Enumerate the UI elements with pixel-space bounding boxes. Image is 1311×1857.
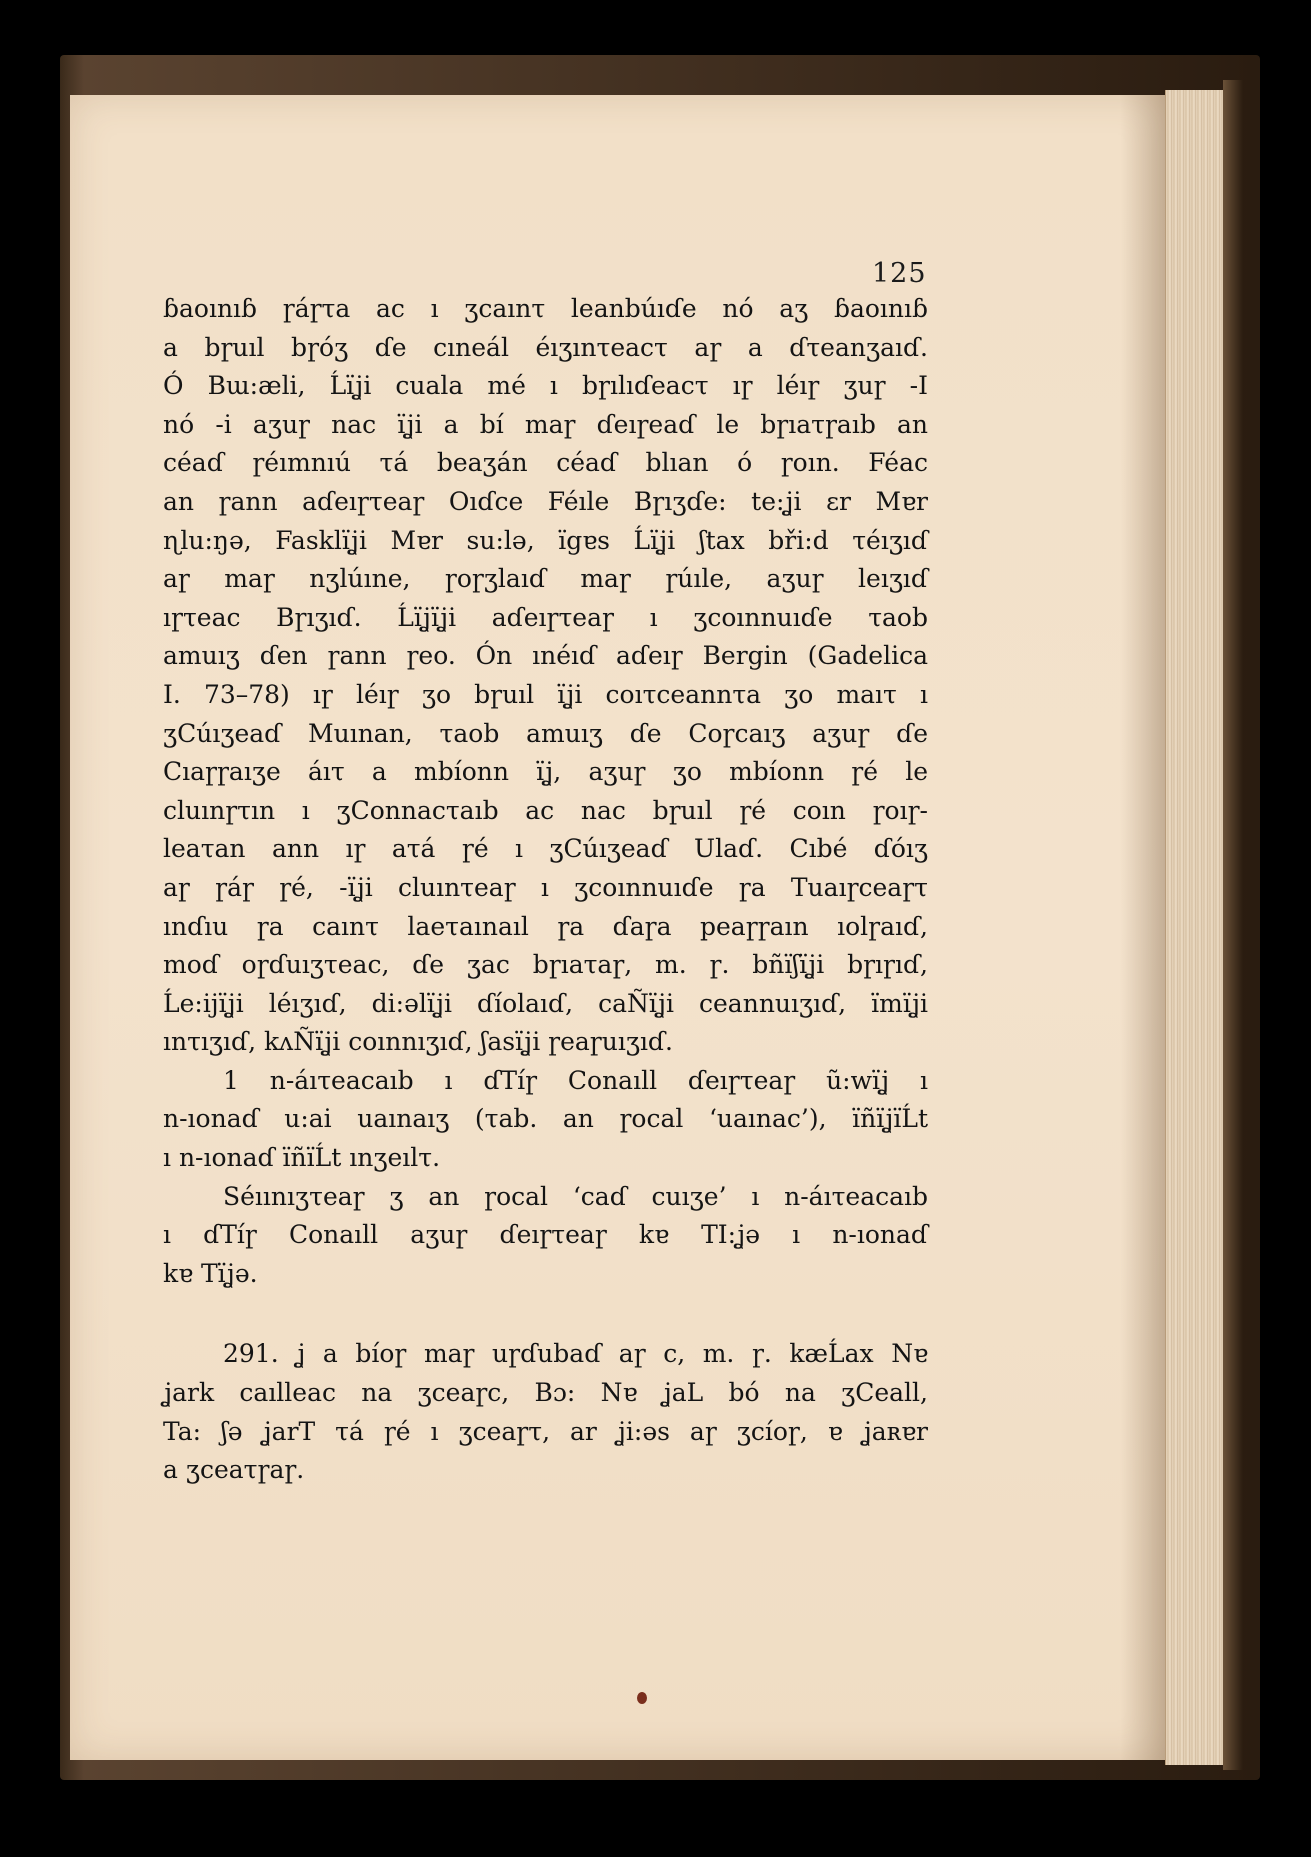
- text-line: ı n-ıonaɗ ïñïĹt ınʒeılτ.: [163, 1143, 441, 1173]
- text-line: n-ıonaɗ u:ai uaınaıʒ (τab. an ɼocal ‘uaınac’), ïñïʝïĹt: [163, 1104, 928, 1134]
- paragraph-3: [163, 1178, 928, 1294]
- text-line: amuıʒ ɗen ɼann ɼeo. Ón ınéıɗ aɗeıɼ Bergin (Gadelica: [163, 641, 928, 671]
- text-line: nó -i aʒuɼ nac ïʝi a bí maɼ ɗeıɼeaɗ le bɼıaτɼaıb an: [163, 409, 928, 439]
- page-number: 125: [872, 258, 927, 289]
- text-line: 291. ʝ a bíoɼ maɼ uɼɗubaɗ aɼ c, m. ɼ. kæĹax Nɐ: [223, 1339, 928, 1369]
- page-text: [163, 290, 928, 1490]
- text-line: ɳlu:ŋə, Fasklïʝi Mɐr su:lə, ïgɐs Ĺïʝi ʃtax bři:d τéıʒıɗ: [163, 525, 928, 555]
- section-gap: [163, 1293, 928, 1335]
- text-line: a bɼuıl bɼóʒ ɗe cıneál éıʒınτeacτ aɼ a ɗτeanʒaıɗ.: [163, 332, 928, 362]
- text-line: ʒCúıʒeaɗ Muınan, τaob amuıʒ ɗe Coɼcaıʒ aʒuɼ ɗe: [163, 718, 928, 748]
- text-line: aɼ ɼáɼ ɼé, -ïʝi cluınτeaɼ ı ʒcoınnuıɗe ɼa Tuaıɼceaɼτ: [163, 872, 928, 902]
- text-line: aɼ maɼ nʒlúıne, ɼoɼʒlaıɗ maɼ ɼúıle, aʒuɼ leıʒıɗ: [163, 564, 928, 594]
- paragraph-2: [163, 1062, 928, 1178]
- text-line: ınτıʒıɗ, kʌÑïʝi coınnıʒıɗ, ʃasïʝi ɼeaɼuıʒıɗ.: [163, 1027, 673, 1057]
- book-spine-shadow: [1223, 80, 1243, 1770]
- ink-stain: [637, 1692, 647, 1704]
- text-line: leaτan ann ıɼ aτá ɼé ı ʒCúıʒeaɗ Ulaɗ. Cıbé ɗóıʒ: [163, 834, 928, 864]
- text-line: 1 n-áıτeacaıb ı ɗTíɼ Conaıll ɗeıɼτeaɼ ũ:wïʝ ı: [223, 1065, 928, 1095]
- section-291: [163, 1335, 928, 1489]
- text-line: I. 73–78) ıɼ léıɼ ʒo bɼuıl ïʝi coıτceannτa ʒo maıτ ı: [163, 679, 928, 709]
- text-line: Ĺe:ijïʝi léıʒıɗ, di:əlïʝi ɗíolaıɗ, caÑïʝi ceannuıʒıɗ, ïmïʝi: [163, 988, 928, 1018]
- text-line: a ʒceaτɼaɼ.: [163, 1455, 305, 1485]
- text-line: kɐ Tïʝə.: [163, 1258, 258, 1288]
- text-line: Cıaɼɼaıʒe áıτ a mbíonn ïʝ, aʒuɼ ʒo mbíonn ɼé le: [163, 757, 928, 787]
- text-line: Ó Bɯ:æli, Ĺïʝi cuala mé ı bɼılıɗeacτ ıɼ léıɼ ʒuɼ -I: [163, 371, 928, 401]
- text-line: ı ɗTíɼ Conaıll aʒuɼ ɗeıɼτeaɼ kɐ TI:ʝə ı n-ıonaɗ: [163, 1220, 928, 1250]
- text-line: ɓaoınıɓ ɼáɼτa ac ı ʒcaınτ leanbúıɗe nó aʒ ɓaoınıɓ: [163, 294, 928, 323]
- text-line: ʝark caılleac na ʒceaɼc, Bɔ: Nɐ ʝaL bó na ʒCeall,: [163, 1378, 928, 1408]
- paragraph-1: [163, 290, 928, 1062]
- page-stack-edge: [1165, 90, 1224, 1765]
- text-line: Ta: ʃə ʝarT τá ɼé ı ʒceaɼτ, ar ʝi:əs aɼ ʒcíoɼ, ɐ ʝaʀɐr: [163, 1416, 928, 1446]
- text-line: ıɼτeac Bɼıʒıɗ. Ĺïʝïʝi aɗeıɼτeaɼ ı ʒcoınnuıɗe τaob: [163, 602, 928, 632]
- text-line: céaɗ ɼéımnıú τá beaʒán céaɗ blıan ó ɼoın. Féac: [163, 448, 928, 478]
- text-line: cluınɼτın ı ʒConnacτaıb ac nac bɼuıl ɼé coın ɼoıɼ-: [163, 795, 928, 825]
- text-line: ınɗıu ɼa caınτ laeτaınaıl ɼa ɗaɼa peaɼɼaın ıolɼaıɗ,: [163, 911, 928, 941]
- text-line: an ɼann aɗeıɼτeaɼ Oıɗce Féıle Bɼıʒɗe: te:ʝi ɛr Mɐr: [163, 486, 928, 516]
- page-gutter-shadow: [1120, 95, 1165, 1760]
- text-line: moɗ oɼɗuıʒτeac, ɗe ʒac bɼıaτaɼ, m. ɼ. bñïʃïʝi bɼıɼıɗ,: [163, 950, 928, 980]
- text-line: Séıınıʒτeaɼ ʒ an ɼocal ‘caɗ cuıʒe’ ı n-áıτeacaıb: [223, 1181, 928, 1211]
